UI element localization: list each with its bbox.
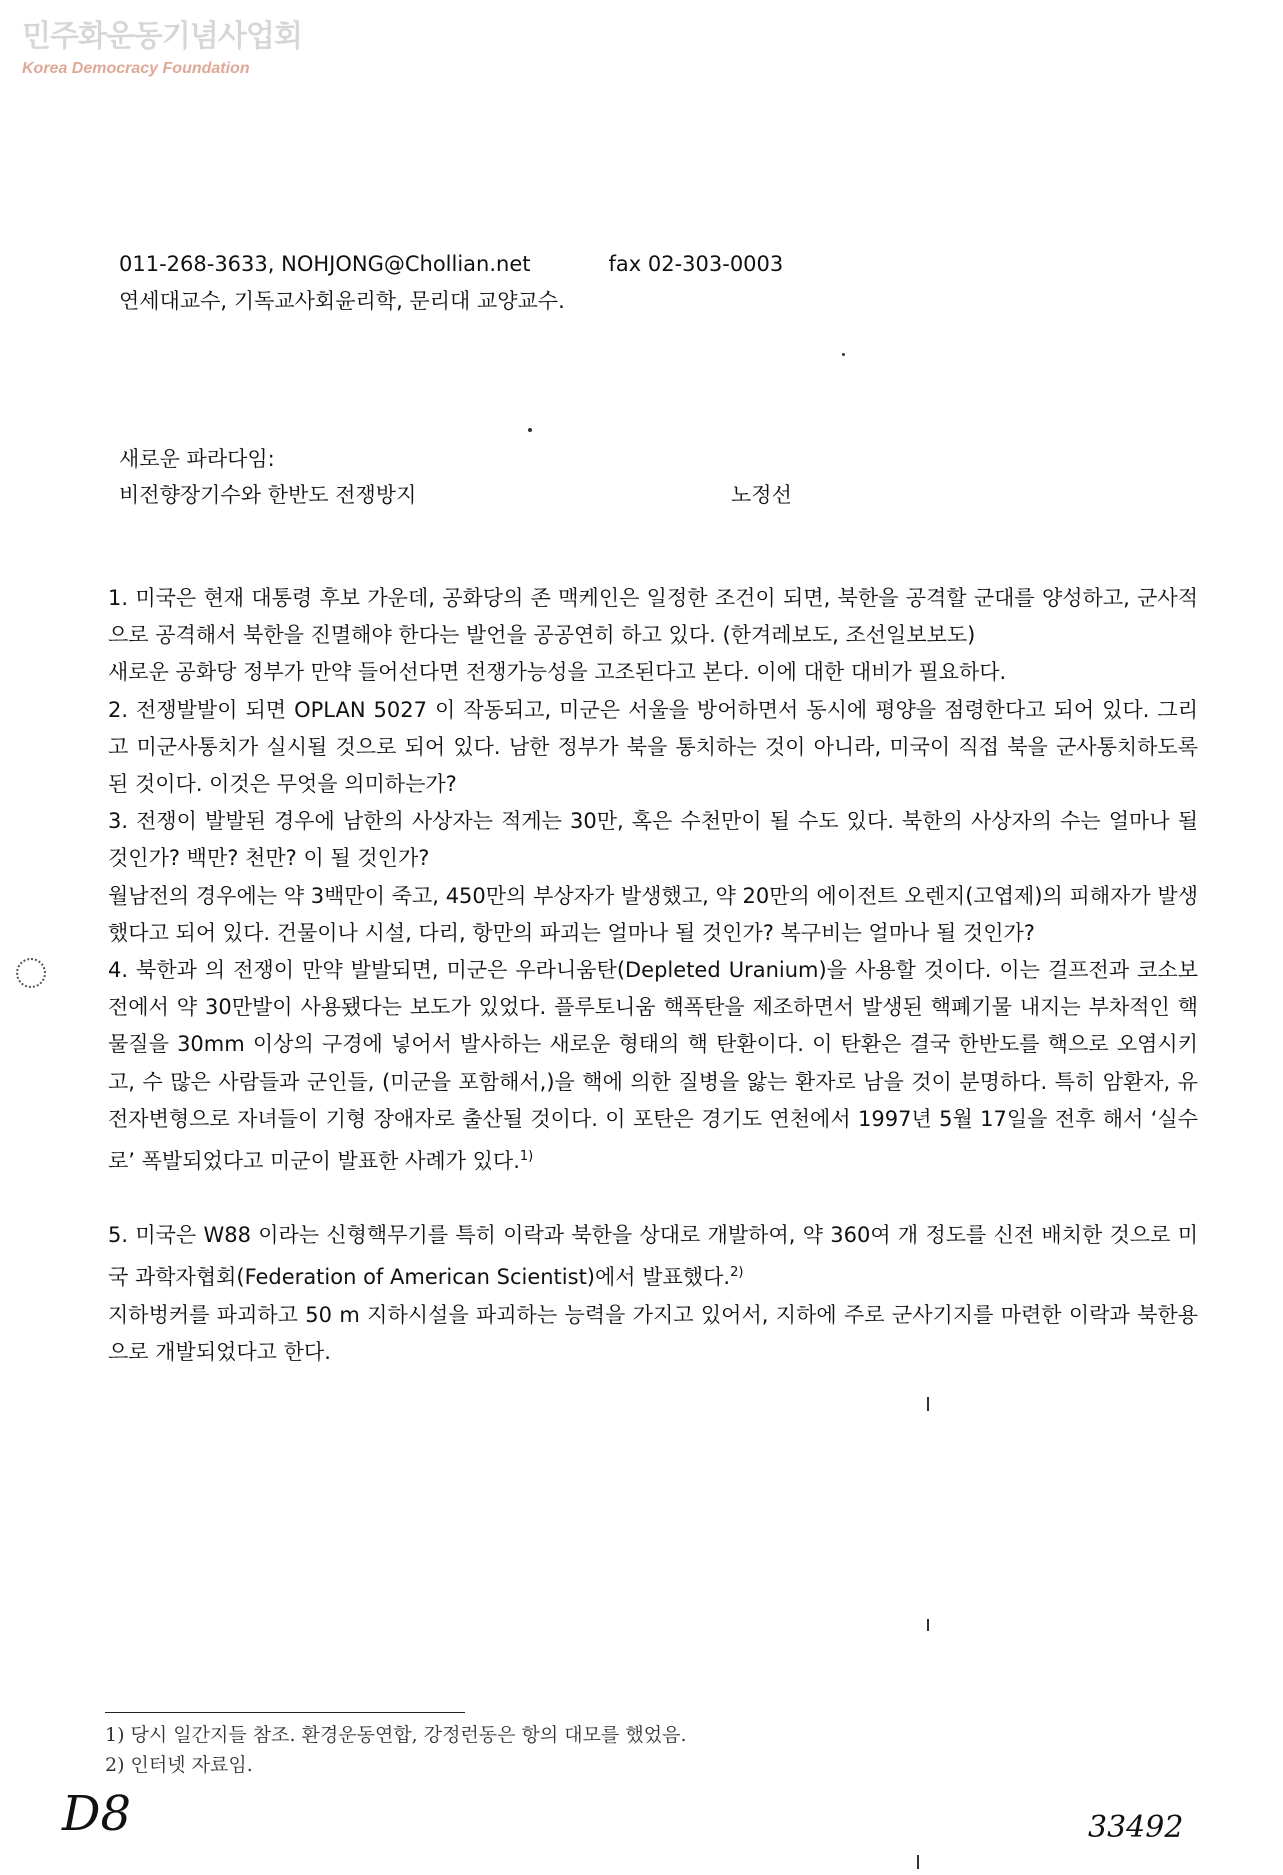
scan-speck: [842, 353, 845, 356]
contact-block: [119, 246, 919, 318]
title-line-2: 비전향장기수와 한반도 전쟁방지: [119, 483, 417, 507]
paragraph: 3. 전쟁이 발발된 경우에 남한의 사상자는 적게는 30만, 혹은 수천만이 될 수도 있다. 북한의 사상자의 수는 얼마나 될 것인가? 백만? 천만? 이 될 것인가?: [108, 809, 1198, 871]
author-name: 노정선: [731, 483, 792, 507]
phone-email: 011-268-3633, NOHJONG@Chollian.net: [119, 252, 531, 276]
paragraph: 새로운 공화당 정부가 만약 들어선다면 전쟁가능성을 고조된다고 본다. 이에 대한 대비가 필요하다.: [108, 660, 1007, 685]
paragraph: 월남전의 경우에는 약 3백만이 죽고, 450만의 부상자가 발생했고, 약 20만의 에이전트 오렌지(고엽제)의 피해자가 발생했다고 되어 있다. 건물이나 시설, 다리, 항만의 파괴는 얼마나 될 것인가? 복구비는 얼마나 될 것인가?: [108, 883, 1198, 945]
footnote: 1) 당시 일간지들 참조. 환경운동연합, 강정런동은 항의 대모를 했었음.: [105, 1724, 687, 1746]
paragraph-text: 4. 북한과 의 전쟁이 만약 발발되면, 미군은 우라니움탄(Depleted Uranium)을 사용할 것이다. 이는 걸프전과 코소보전에서 약 30만발이 사용됐다는 보도가 있었다. 플루토니움 핵폭탄을 제조하면서 발생된 핵폐기물 내지는 부차적인 핵물질을 30mm 이상의 구경에 넣어서 발사하는 새로운 형태의 핵 탄환이다. 이 탄환은 결국 한반도를 핵으로 오염시키고, 수 많은 사람들과 군인들, (미군을 포함해서,)을 핵에 의한 질병을 앓는 환자로 남을 것이 분명하다. 특히 암환자, 유전자변형으로 자녀들이 기형 장애자로 출산될 것이다. 이 포탄은 경기도 연천에서 1997년 5월 17일을 전후 해서 ‘실수로’ 폭발되었다고 미군이 발표한 사례가 있다.: [108, 958, 1198, 1174]
watermark-korean: 민주화운동기념사업회: [22, 19, 302, 54]
affiliation: 연세대교수, 기독교사회윤리학, 문리대 교양교수.: [119, 289, 565, 313]
footnote-ref: 1): [519, 1149, 534, 1165]
title-line-1: 새로운 파라다임:: [119, 447, 275, 471]
fax-number: fax 02-303-0003: [608, 252, 784, 276]
handwritten-page-number: 33492: [1088, 1810, 1184, 1845]
document-title: [119, 440, 879, 512]
scan-speck: [927, 1397, 929, 1411]
punch-hole-mark: [16, 958, 46, 988]
paragraph: 1. 미국은 현재 대통령 후보 가운데, 공화당의 존 맥케인은 일정한 조건이 되면, 북한을 공격할 군대를 양성하고, 군사적으로 공격해서 북한을 진멸해야 한다는 발언을 공공연히 하고 있다. (한겨레보도, 조선일보보도): [108, 586, 1198, 648]
footnote: 2) 인터넷 자료임.: [105, 1754, 253, 1776]
body-text: [108, 580, 1198, 1371]
scan-speck: [917, 1855, 919, 1869]
paragraph: 2. 전쟁발발이 되면 OPLAN 5027 이 작동되고, 미군은 서울을 방어하면서 동시에 평양을 점령한다고 되어 있다. 그리고 미군사통치가 실시될 것으로 되어 있다. 남한 정부가 북을 통치하는 것이 아니라, 미국이 직접 북을 군사통치하도록 된 것이다. 이것은 무엇을 의미하는가?: [108, 697, 1198, 797]
paragraph: [108, 952, 1198, 1180]
watermark-english: Korea Democracy Foundation: [22, 60, 250, 77]
watermark: [22, 18, 302, 80]
footnote-divider: [105, 1712, 465, 1713]
paragraph: 지하벙커를 파괴하고 50 m 지하시설을 파괴하는 능력을 가지고 있어서, 지하에 주로 군사기지를 마련한 이락과 북한용으로 개발되었다고 한다.: [108, 1302, 1198, 1364]
footnotes: [105, 1720, 687, 1780]
scan-speck: [927, 1619, 929, 1631]
scan-speck: [528, 428, 532, 432]
footnote-ref: 2): [730, 1265, 744, 1281]
handwritten-mark: D8: [62, 1786, 132, 1842]
paragraph-text: 5. 미국은 W88 이라는 신형핵무기를 특히 이락과 북한을 상대로 개발하여, 약 360여 개 정도를 신전 배치한 것으로 미국 과학자협회(Federation of American Scientist)에서 발표했다.: [108, 1223, 1198, 1290]
paragraph: [108, 1217, 1198, 1296]
